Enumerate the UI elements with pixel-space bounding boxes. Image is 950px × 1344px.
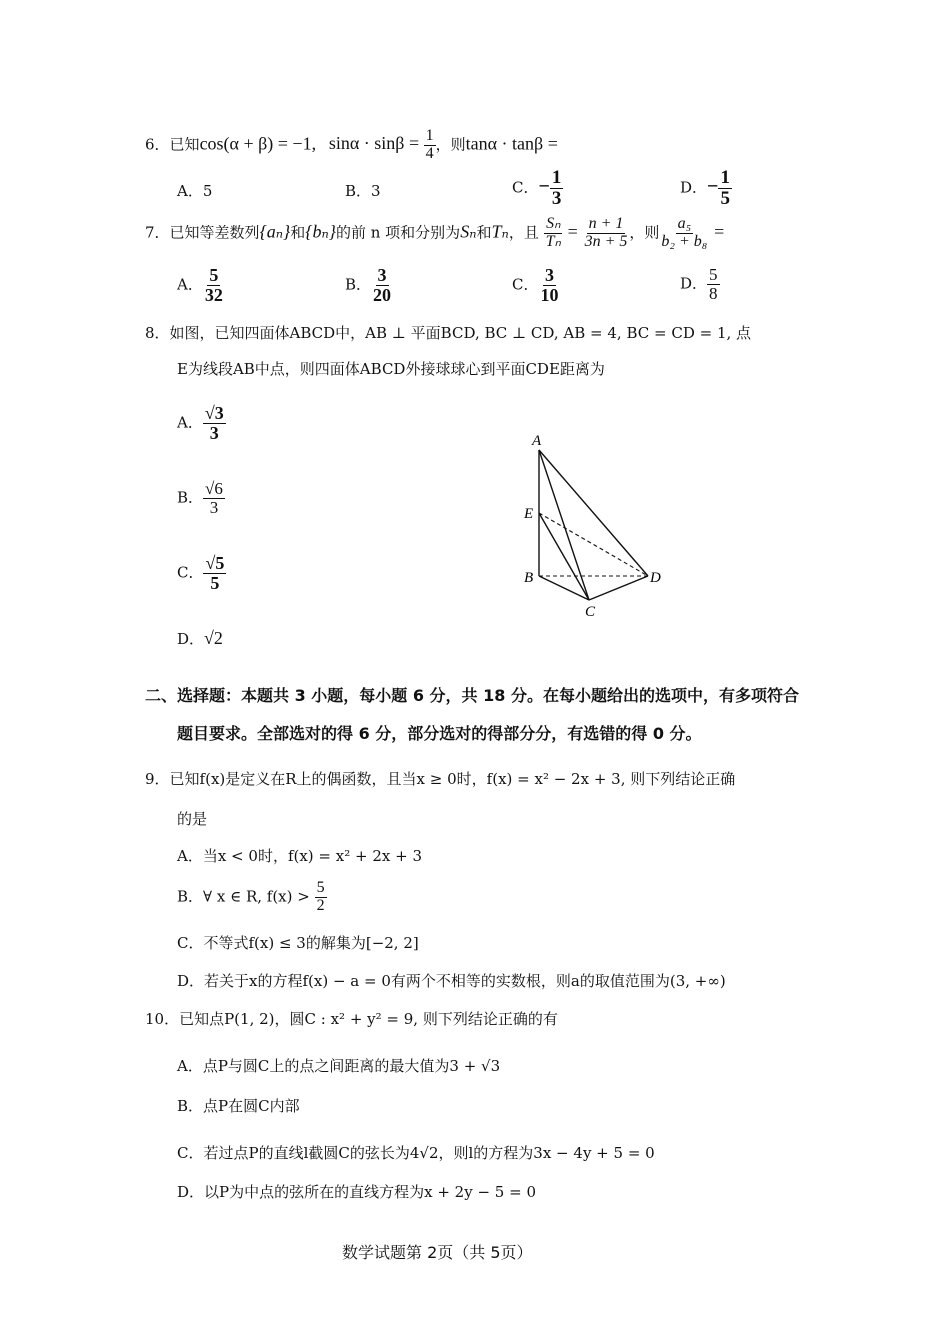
q8-option-c: C． $\frac{√5}{5}$ [177, 553, 225, 593]
q7-option-c: C． $\frac{3}{10}$ [512, 265, 559, 305]
q7-option-b: B． $\frac{3}{20}$ [345, 265, 392, 305]
q10-option-c: C．若过点P的直线l截圆C的弦长为4√2，则l的方程为3x − 4y + 5 = 0 [177, 1144, 655, 1162]
label-a: A [532, 433, 542, 449]
label-b: B [524, 570, 534, 586]
q9-stem-line2: 的是 [177, 810, 208, 828]
q8-stem-line2: E为线段AB中点，则四面体ABCD外接球球心到平面CDE距离为 [177, 360, 605, 378]
q6-option-d: D．− $\frac{1}{5}$ [680, 167, 730, 209]
q9-option-d: D．若关于x的方程f(x) − a = 0有两个不相等的实数根，则a的取值范围为(3, +∞) [177, 972, 726, 990]
q7-option-d: D． $\frac{5}{8}$ [680, 265, 718, 303]
q8-option-b: B． $\frac{√6}{3}$ [177, 479, 223, 517]
q6-option-c: C．− $\frac{1}{3}$ [512, 167, 562, 209]
q8-option-d: D．√2 [177, 628, 223, 648]
section-2-heading-line2: 题目要求。全部选对的得 6 分，部分选对的得部分分，有选错的得 0 分。 [177, 724, 702, 743]
q6-number: 6． [145, 135, 170, 154]
label-d: D [650, 570, 661, 586]
q7-option-a: A． $\frac{5}{32}$ [177, 265, 223, 305]
q9-stem-line1: 9．已知f(x)是定义在R上的偶函数，且当x ≥ 0时，f(x) = x² − 2x + 3, 则下列结论正确 [145, 770, 736, 788]
label-e: E [524, 506, 534, 522]
q10-stem: 10．已知点P(1, 2)，圆C : x² + y² = 9, 则下列结论正确的有 [145, 1010, 558, 1028]
page-footer: 数学试题第 2页（共 5页） [342, 1243, 533, 1262]
q10-option-b: B．点P在圆C内部 [177, 1097, 300, 1115]
edge-cd [589, 576, 648, 600]
edge-ad [539, 450, 648, 576]
section-2-heading-line1: 二、选择题：本题共 3 小题，每小题 6 分，共 18 分。在每小题给出的选项中，有多项符合 [145, 686, 799, 705]
q8-option-a: A． $\frac{√3}{3}$ [177, 403, 224, 443]
q9-option-b: B．∀ x ∈ R, f(x) > $\frac{5}{2}$ [177, 879, 325, 914]
q10-option-a: A．点P与圆C上的点之间距离的最大值为3 + √3 [177, 1057, 501, 1075]
q6-frac: $\frac{1}{4}$ [425, 127, 434, 162]
q6-option-b: B．3 [345, 182, 381, 200]
q9-option-c: C．不等式f(x) ≤ 3的解集为[−2, 2] [177, 934, 419, 952]
q10-option-d: D．以P为中点的弦所在的直线方程为x + 2y − 5 = 0 [177, 1183, 536, 1201]
q6-stem: 6．已知cos(α + β) = −1, sinα · sinβ = $\frac{1}{4}$ ，则tanα · tanβ = [145, 127, 558, 162]
tetrahedron-figure [515, 430, 675, 620]
edge-ed-hidden [539, 513, 648, 576]
q6-option-a: A．5 [177, 182, 213, 200]
q8-stem-line1: 8．如图，已知四面体ABCD中，AB ⊥ 平面BCD, BC ⊥ CD, AB = 4, BC = CD = 1, 点 [145, 324, 752, 342]
q7-stem: 7．已知等差数列{aₙ}和{bₙ}的前 n 项和分别为Sₙ和Tₙ，且 $\frac{\text{Sₙ}}{\text{Tₙ}}$ = $\frac{n + 1}{3n + 5}$ ，则 $\frac{\text{a₅}}{\text{b₂ + b₈}}$ = [145, 215, 725, 250]
q9-option-a: A．当x < 0时，f(x) = x² + 2x + 3 [177, 847, 422, 865]
label-c: C [585, 604, 596, 620]
